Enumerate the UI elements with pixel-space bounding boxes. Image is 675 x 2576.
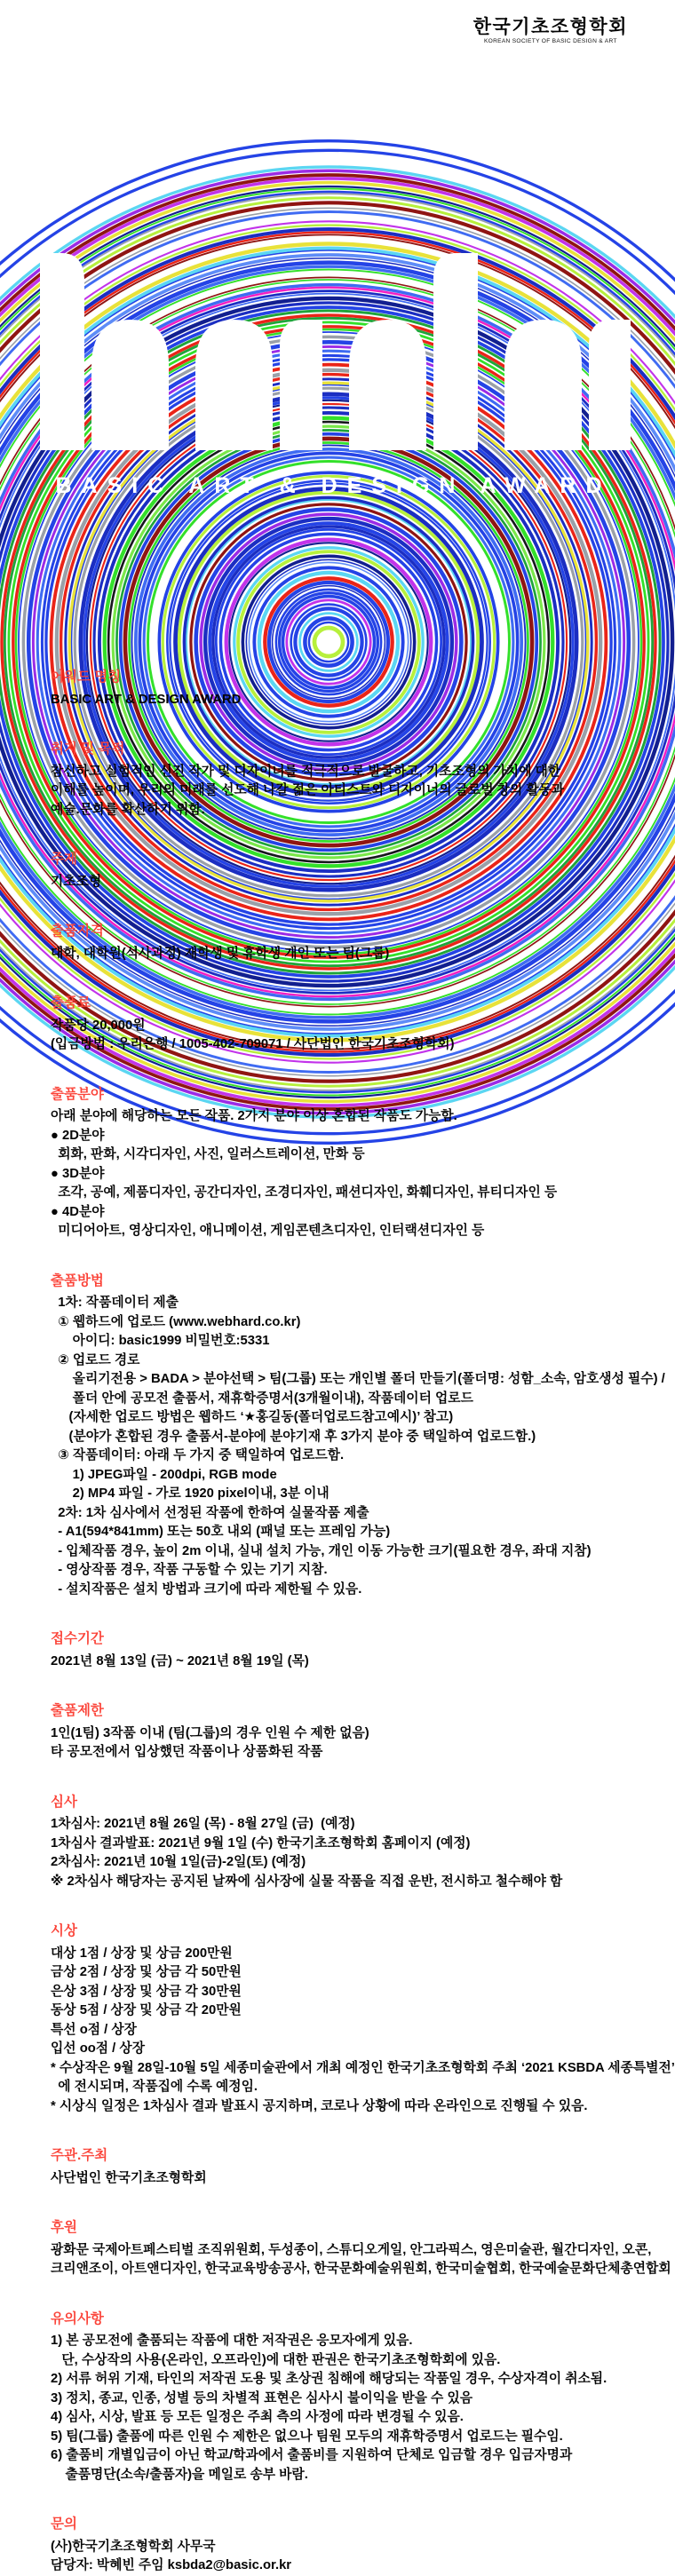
text-line: 미디어아트, 영상디자인, 애니메이션, 게임콘텐츠디자인, 인터랙션디자인 등 <box>51 1224 485 1238</box>
text-line: 동상 5점 / 상장 및 상금 각 20만원 <box>51 2003 242 2017</box>
text-line: 3) 정치, 종교, 인종, 성별 등의 차별적 표현은 심사시 불이익을 받을 수 있음 <box>51 2390 473 2406</box>
text-line: 기초조형 <box>51 874 102 889</box>
section-lines <box>51 1653 653 1672</box>
letter-b-bowl <box>91 320 169 450</box>
section-title: 문의 <box>51 2517 77 2532</box>
text-line: 단, 수상작의 사용(온라인, 오프라인)에 대한 판권은 한국기초조형학회에 있음. <box>51 2352 501 2367</box>
section-lines <box>51 1107 653 1241</box>
text-line: 6) 출품비 개별입금이 아닌 학교/학과에서 출품비를 지원하여 단체로 입금할 경우 입금자명과 <box>51 2448 573 2462</box>
award-poster <box>27 67 631 630</box>
section-lines <box>51 1945 675 2117</box>
section-lines <box>51 763 653 820</box>
section-lines <box>51 1815 653 1891</box>
section-eligibility <box>51 922 653 963</box>
text-line: ● 2D분야 <box>51 1128 105 1143</box>
text-line: 1) 본 공모전에 출품되는 작품에 대한 저작권은 응모자에게 있음. <box>51 2334 413 2348</box>
text-line: - 입체작품 경우, 높이 2m 이내, 실내 설치 가능, 개인 이동 가능한 크기(필요한 경우, 좌대 지참) <box>51 1543 592 1558</box>
section-lines <box>51 691 653 710</box>
text-line: 1인(1팀) 3작품 이내 (팀(그룹)의 경우 인원 수 제한 없음) <box>51 1725 369 1740</box>
text-line: 2) MP4 파일 - 가로 1920 pixel이내, 3분 이내 <box>51 1486 330 1501</box>
section-lines <box>51 873 653 892</box>
section-lines <box>51 945 653 964</box>
text-line: 대학, 대학원(석사과정) 재학생 및 휴학생 개인 또는 팀(그룹) <box>51 946 390 961</box>
text-line: 담당자: 박혜빈 주임 ksbda2@basic.or.kr <box>51 2558 292 2572</box>
society-logo-korean: 한국기초조형학회 <box>472 16 628 37</box>
text-line: BASIC ART & DESIGN AWARD <box>51 692 242 707</box>
text-line: ※ 2차심사 해당자는 공지된 날짜에 심사장에 실물 작품을 직접 운반, 전시하고 철수해야 함 <box>51 1874 563 1889</box>
letter-a1-stem <box>280 320 322 450</box>
section-lines <box>51 2169 653 2189</box>
section-title: 출품료 <box>51 995 91 1011</box>
section-lines <box>51 2332 653 2485</box>
section-submission-period <box>51 1629 653 1671</box>
section-theme <box>51 850 653 892</box>
section-title: 출품방법 <box>51 1272 104 1288</box>
letter-a2-stem <box>589 320 631 450</box>
section-entry-limit <box>51 1701 653 1763</box>
bada-wordmark <box>27 253 631 450</box>
letter-d-stem <box>433 253 478 450</box>
text-line: 광화문 국제아트페스티벌 조직위원회, 두성종이, 스튜디오게일, 안그라픽스, 영은미술관, 월간디자인, 오콘, <box>51 2242 652 2257</box>
text-line: * 수상작은 9월 28일-10월 5일 세종미술관에서 개최 예정인 한국기초조형학회 주최 ‘2021 KSBDA 세종특별전’ <box>51 2060 675 2075</box>
text-line: 1차: 작품데이터 제출 <box>51 1296 179 1310</box>
section-organizer <box>51 2146 653 2188</box>
text-line: 특선 o점 / 상장 <box>51 2022 137 2037</box>
text-line: 아이디: basic1999 비밀번호:5331 <box>51 1334 270 1348</box>
section-lines <box>51 2241 671 2279</box>
section-categories <box>51 1085 653 1241</box>
text-line: 1) JPEG파일 - 200dpi, RGB mode <box>51 1467 277 1482</box>
section-contact <box>51 2515 653 2576</box>
text-line: - A1(594*841mm) 또는 50호 내외 (패널 또는 프레임 가능) <box>51 1525 391 1539</box>
text-line: ① 웹하드에 업로드 (www.webhard.co.kr) <box>51 1314 301 1329</box>
text-line: 금상 2점 / 상장 및 상금 각 50만원 <box>51 1965 242 1979</box>
text-line: 2) 서류 허위 기재, 타인의 저작권 도용 및 초상권 침해에 해당되는 작품일 경우, 수상자격이 취소됨. <box>51 2372 608 2386</box>
text-line: - 설치작품은 설치 방법과 크기에 따라 제한될 수 있음. <box>51 1581 362 1597</box>
text-line: ● 3D분야 <box>51 1166 105 1181</box>
text-line: 1차심사 결과발표: 2021년 9월 1일 (수) 한국기초조형학회 홈페이지 (예정) <box>51 1835 471 1851</box>
section-title: 주제 <box>51 852 77 867</box>
text-line: 조각, 공예, 제품디자인, 공간디자인, 조경디자인, 패션디자인, 화훼디자인, 뷰티디자인 등 <box>51 1185 558 1200</box>
text-line: ● 4D분야 <box>51 1204 105 1219</box>
section-title: 취지 및 목적 <box>51 741 125 757</box>
section-notes <box>51 2310 653 2485</box>
text-line: (자세한 업로드 방법은 웹하드 ‘★홍길동(폴더업로드참고예시)’ 참고) <box>51 1410 454 1424</box>
section-title: 출품분야 <box>51 1086 104 1102</box>
section-title: 접수기간 <box>51 1631 104 1646</box>
text-line: 이해를 높이며, 우리의 미래를 선도해 나갈 젊은 아티스트와 디자이너의 글로벌 창의 활동과 <box>51 783 565 797</box>
section-title: 후원 <box>51 2220 77 2235</box>
section-award-name <box>51 668 653 709</box>
section-title: 심사 <box>51 1794 77 1810</box>
text-line: 2차심사: 2021년 10월 1일(금)-2일(토) (예정) <box>51 1855 306 1869</box>
text-line: 회화, 판화, 시각디자인, 사진, 일러스트레이션, 만화 등 <box>51 1147 365 1161</box>
text-line: (사)한국기초조형학회 사무국 <box>51 2539 216 2554</box>
text-line: - 영상작품 경우, 작품 구동할 수 있는 기기 지참. <box>51 1563 328 1577</box>
section-title: 주관.주최 <box>51 2148 108 2163</box>
section-purpose <box>51 740 653 820</box>
section-awards <box>51 1922 675 2116</box>
society-logo-english: KOREAN SOCIETY OF BASIC DESIGN & ART <box>483 38 617 44</box>
letter-a1-bowl <box>195 320 273 450</box>
section-lines <box>51 2538 653 2576</box>
section-lines <box>51 1294 665 1599</box>
text-line: ② 업로드 경로 <box>51 1352 140 1367</box>
section-entry-fee <box>51 994 653 1055</box>
section-sponsors <box>51 2218 671 2279</box>
society-logo <box>473 18 628 45</box>
letter-a2-bowl <box>504 320 582 450</box>
text-line: 폴더 안에 공모전 출품서, 재휴학증명서(3개월이내), 작품데이터 업로드 <box>51 1391 473 1406</box>
text-line: 4) 심사, 시상, 발표 등 모든 일정은 주최 측의 사정에 따라 변경될 수 있음. <box>51 2410 464 2424</box>
text-line: 올리기전용 > BADA > 분야선택 > 팀(그룹) 또는 개인별 폴더 만들기(폴더명: 성함_소속, 암호생성 필수) / <box>51 1372 665 1386</box>
letter-d-bowl <box>349 320 426 450</box>
section-title: 어워드 명칭 <box>51 670 122 685</box>
section-judging <box>51 1793 653 1892</box>
text-line: 타 공모전에서 입상했던 작품이나 상품화된 작품 <box>51 1745 323 1759</box>
section-title: 출품제한 <box>51 1703 104 1718</box>
section-lines <box>51 1724 653 1763</box>
text-line: 에 전시되며, 작품집에 수록 예정임. <box>51 2080 258 2094</box>
text-line: 크리앤조이, 아트앤디자인, 한국교육방송공사, 한국문화예술위원회, 한국미술협회, 한국예술문화단체총연합회 <box>51 2262 671 2276</box>
section-title: 유의사항 <box>51 2310 104 2326</box>
text-line: 입선 oo점 / 상장 <box>51 2041 145 2056</box>
poster-tagline: BASIC ART & DESIGN AWARD <box>55 473 612 498</box>
text-line: 작품당 20,000원 <box>51 1018 146 1033</box>
text-line: 참신하고 실험적인 신진 작가 및 디자이너를 적극적으로 발굴하고, 기초조형의 가치에 대한 <box>51 764 561 779</box>
text-line: 아래 분야에 해당하는 모든 작품. 2가지 분야 이상 혼합된 작품도 가능함. <box>51 1109 457 1123</box>
text-line: ③ 작품데이터: 아래 두 가지 중 택일하여 업로드함. <box>51 1448 345 1462</box>
text-line: * 시상식 일정은 1차심사 결과 발표시 공지하며, 코로나 상황에 따라 온라인으로 진행될 수 있음. <box>51 2098 588 2113</box>
text-line: 예술.문화를 확산하기 위함. <box>51 802 205 817</box>
text-line: 은상 3점 / 상장 및 상금 각 30만원 <box>51 1984 242 1999</box>
text-line: 1차심사: 2021년 8월 26일 (목) - 8월 27일 (금) (예정) <box>51 1817 355 1831</box>
text-line: 2021년 8월 13일 (금) ~ 2021년 8월 19일 (목) <box>51 1653 309 1668</box>
section-title: 출품자격 <box>51 923 104 939</box>
section-submission-method <box>51 1272 665 1600</box>
letter-b-stem <box>40 253 84 450</box>
text-line: 출품명단(소속/출품자)을 메일로 송부 바람. <box>51 2467 308 2482</box>
text-line: 사단법인 한국기초조형학회 <box>51 2170 207 2185</box>
text-line: 2차: 1차 심사에서 선정된 작품에 한하여 실물작품 제출 <box>51 1505 369 1520</box>
announcement-body <box>51 630 675 2576</box>
text-line: 5) 팀(그룹) 출품에 따른 인원 수 제한은 없으나 팀원 모두의 재휴학증명서 업로드는 필수임. <box>51 2429 563 2444</box>
text-line: 대상 1점 / 상장 및 상금 200만원 <box>51 1946 233 1961</box>
section-lines <box>51 1017 653 1055</box>
text-line: (입금방법 : 우리은행 / 1005-402-709071 / 사단법인 한국기초조형학회) <box>51 1037 455 1051</box>
text-line: (분야가 혼합된 경우 출품서-분야에 분야기재 후 3가지 분야 중 택일하여 업로드함.) <box>51 1429 536 1444</box>
section-title: 시상 <box>51 1923 77 1938</box>
